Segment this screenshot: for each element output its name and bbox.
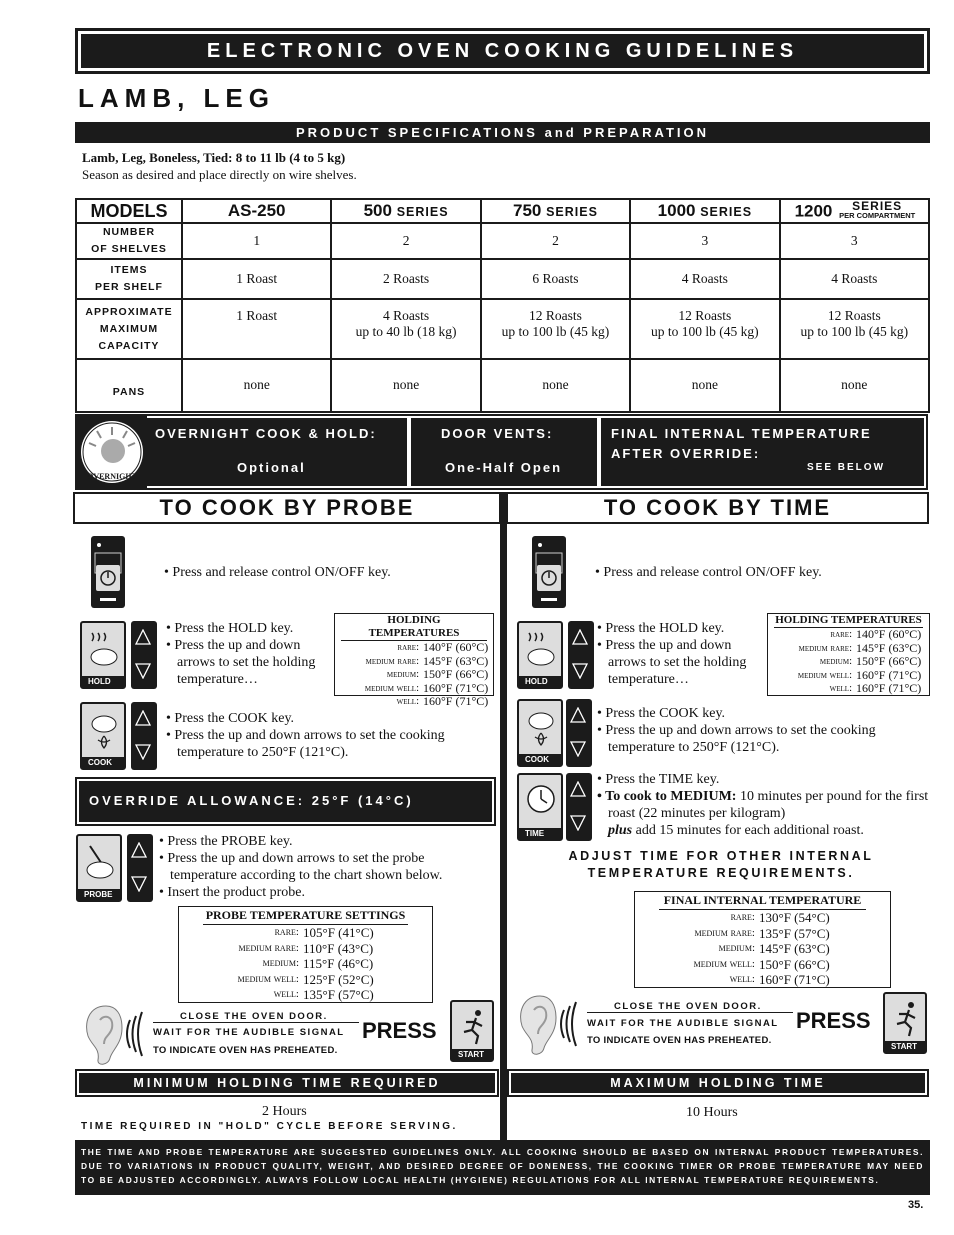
table-row: medium rare: 145°F (63°C)	[798, 640, 922, 655]
hold-key[interactable]	[80, 621, 126, 689]
table-row: medium well: 160°F (71°C)	[797, 667, 922, 682]
time-step-hold: • Press the HOLD key. • Press the up and down arrows to set the holding temperature…	[597, 621, 747, 687]
adjust-time-note: ADJUST TIME FOR OTHER INTERNAL TEMPERATURE REQUIREMENTS.	[568, 849, 874, 880]
time-step-onoff: • Press and release control ON/OFF key.	[595, 565, 822, 580]
table-row: rare: 105°F (41°C)	[274, 925, 374, 940]
final-temp-label: FINAL INTERNAL TEMPERATURE	[611, 426, 872, 441]
preheated-text: TO INDICATE OVEN HAS PREHEATED.	[587, 1035, 772, 1046]
probe-food-icon	[84, 842, 116, 882]
close-door-text: CLOSE THE OVEN DOOR.	[614, 1001, 762, 1012]
holding-temp-title: HOLDING TEMPERATURES	[775, 614, 922, 626]
probe-step-cook: • Press the COOK key. • Press the up and down arrows to set the cooking temperature to 250°F (121°C).	[166, 711, 445, 760]
holding-temp-table	[767, 613, 930, 696]
table-row: ITEMS PER SHELF 1 Roast 2 Roasts 6 Roasts 4 Roasts 4 Roasts	[76, 259, 929, 299]
probe-temp-table	[178, 906, 433, 1003]
close-door-text: CLOSE THE OVEN DOOR.	[180, 1011, 328, 1022]
press-label: PRESS	[796, 1008, 871, 1033]
table-row: PANS none none none none none	[76, 359, 929, 412]
ear-icon	[78, 1000, 148, 1068]
table-cell: 1 Roast	[182, 299, 331, 359]
down-arrow-icon[interactable]	[572, 663, 588, 679]
running-person-icon	[893, 1000, 921, 1038]
max-hold-value: 10 Hours	[686, 1105, 738, 1120]
up-arrow-icon[interactable]	[570, 707, 586, 723]
probe-key[interactable]	[76, 834, 122, 902]
start-key[interactable]	[883, 992, 927, 1054]
table-cell: 4 Roasts	[780, 259, 929, 299]
table-row: medium rare: 135°F (57°C)	[694, 925, 830, 941]
table-cell: 1	[182, 223, 331, 259]
table-row: medium: 145°F (63°C)	[718, 941, 830, 956]
max-hold-label: MAXIMUM HOLDING TIME	[511, 1073, 925, 1093]
models-header-row	[76, 199, 929, 223]
table-cell: 1 Roast	[182, 259, 331, 299]
table-cell: 3	[780, 223, 929, 259]
time-required-text: TIME REQUIRED IN "HOLD" CYCLE BEFORE SERVING.	[81, 1121, 458, 1132]
time-key-label: TIME	[519, 828, 561, 839]
product-note: Season as desired and place directly on wire shelves.	[82, 167, 357, 182]
table-cell: 2	[331, 223, 480, 259]
ear-icon	[512, 990, 582, 1058]
preheated-text: TO INDICATE OVEN HAS PREHEATED.	[153, 1045, 338, 1056]
probe-step-probe: • Press the PROBE key. • Press the up and down arrows to set the probe temperature according to the chart shown below. • Insert the product probe.	[159, 834, 443, 900]
probe-section-header: TO COOK BY PROBE	[73, 492, 501, 524]
holding-temp-table	[334, 613, 494, 708]
hold-key[interactable]	[517, 621, 563, 689]
table-row: APPROXIMATE MAXIMUM CAPACITY 1 Roast 4 Roasts up to 40 lb (18 kg) 12 Roasts up to 100 lb (45 kg) 12 Roasts up to 100 lb (45 kg) 12 Roasts up to 100 lb (45 kg)	[76, 299, 929, 359]
cook-hold-box	[147, 416, 409, 488]
overnight-logo-text: OVERNIGHT	[87, 472, 137, 481]
up-arrow-icon[interactable]	[135, 629, 151, 645]
up-arrow-icon[interactable]	[135, 710, 151, 726]
table-row: medium: 150°F (66°C)	[819, 654, 922, 668]
models-header-label: MODELS	[76, 199, 182, 223]
table-row: well: 160°F (71°C)	[729, 972, 830, 987]
min-hold-label: MINIMUM HOLDING TIME REQUIRED	[79, 1073, 495, 1093]
table-cell: none	[182, 359, 331, 412]
down-arrow-icon[interactable]	[570, 741, 586, 757]
min-hold-value: 2 Hours	[262, 1104, 307, 1119]
time-section-header: TO COOK BY TIME	[506, 492, 929, 524]
document-title: ELECTRONIC OVEN COOKING GUIDELINES	[81, 34, 924, 68]
table-row: well: 135°F (57°C)	[273, 987, 374, 1002]
max-hold-bar	[507, 1069, 929, 1097]
control-panel-icon	[90, 535, 126, 609]
probe-step-hold: • Press the HOLD key. • Press the up and down arrows to set the holding temperature…	[166, 621, 316, 687]
table-cell: 2 Roasts	[331, 259, 480, 299]
table-cell: 12 Roasts up to 100 lb (45 kg)	[630, 299, 779, 359]
cook-key[interactable]	[517, 699, 563, 767]
disclaimer: THE TIME AND PROBE TEMPERATURE ARE SUGGESTED GUIDELINES ONLY. ALL COOKING SHOULD BE BASED ON INTERNAL PRODUCT TEMPERATURES. DUE TO VARIATIONS IN PRODUCT QUALITY, WEIGHT, AND DESIRED DEGREE OF DONENESS, THE COOKING TIMER OR PROBE TEMPERATURE MAY NEED TO BE ADJUSTED ACCORDINGLY. ALWAYS FOLLOW LOCAL HEALTH (HYGIENE) REGULATIONS FOR ALL INTERNAL TEMPERATURE REQUIREMENTS.	[75, 1140, 930, 1195]
table-row: NUMBER OF SHELVES 1 2 2 3 3	[76, 223, 929, 259]
cook-hold-value: Optional	[237, 460, 306, 475]
table-row: medium rare: 145°F (63°C)	[365, 653, 489, 668]
table-cell: none	[481, 359, 630, 412]
hold-food-icon	[525, 629, 557, 669]
arrow-keys	[131, 702, 157, 770]
down-arrow-icon[interactable]	[135, 663, 151, 679]
final-temp-title: FINAL INTERNAL TEMPERATURE	[659, 892, 866, 910]
overnight-logo-icon	[79, 419, 145, 485]
down-arrow-icon[interactable]	[131, 876, 147, 892]
wait-signal-text: WAIT FOR THE AUDIBLE SIGNAL	[153, 1027, 345, 1038]
table-row: rare: 140°F (60°C)	[830, 627, 922, 641]
cook-key-label: COOK	[82, 757, 124, 768]
cook-food-icon	[525, 707, 557, 747]
column-divider	[500, 492, 507, 1140]
clock-icon	[525, 781, 557, 821]
table-cell: none	[331, 359, 480, 412]
divider	[153, 1022, 359, 1023]
time-key[interactable]	[517, 773, 563, 841]
start-key[interactable]	[450, 1000, 494, 1062]
arrow-keys	[566, 773, 592, 841]
final-temp-box	[599, 416, 926, 488]
start-key-label: START	[885, 1041, 925, 1052]
hold-food-icon	[88, 629, 120, 669]
probe-step-onoff: • Press and release control ON/OFF key.	[164, 565, 391, 580]
table-row: medium well: 125°F (52°C)	[237, 971, 374, 987]
table-row: medium rare: 110°F (43°C)	[238, 940, 374, 956]
model-header: 500 SERIES	[331, 199, 480, 223]
model-header: 1200 SERIES PER COMPARTMENT	[780, 199, 929, 223]
door-vents-label: DOOR VENTS:	[441, 426, 554, 441]
running-person-icon	[460, 1008, 488, 1046]
final-temp-table	[634, 891, 891, 988]
model-header: 1000 SERIES	[630, 199, 779, 223]
table-row: rare: 140°F (60°C)	[397, 640, 489, 654]
probe-temp-title: PROBE TEMPERATURE SETTINGS	[203, 907, 408, 925]
up-arrow-icon[interactable]	[570, 781, 586, 797]
override-box	[75, 777, 496, 826]
hold-key-label: HOLD	[519, 676, 561, 687]
table-cell: 3	[630, 223, 779, 259]
time-step-cook: • Press the COOK key. • Press the up and down arrows to set the cooking temperature to 250°F (121°C).	[597, 706, 876, 755]
arrow-keys	[127, 834, 153, 902]
table-cell: 6 Roasts	[481, 259, 630, 299]
table-row: medium: 115°F (46°C)	[262, 956, 374, 971]
model-header: AS-250	[182, 199, 331, 223]
arrow-keys	[131, 621, 157, 689]
cook-hold-label: OVERNIGHT COOK & HOLD:	[155, 426, 377, 441]
cook-food-icon	[88, 710, 120, 750]
start-key-label: START	[452, 1049, 492, 1060]
spec-bar: PRODUCT SPECIFICATIONS and PREPARATION	[75, 122, 930, 143]
down-arrow-icon[interactable]	[570, 815, 586, 831]
divider	[587, 1012, 793, 1013]
final-temp-label: AFTER OVERRIDE:	[611, 446, 761, 461]
hold-key-label: HOLD	[82, 676, 124, 687]
title-bar	[75, 28, 930, 74]
model-header: 750 SERIES	[481, 199, 630, 223]
time-step-time: • Press the TIME key. • To cook to MEDIUM: 10 minutes per pound for the first roast (22 minutes per kilogram) plus add 15 minutes for each additional roast.	[597, 772, 929, 838]
overnight-bar	[75, 414, 928, 490]
arrow-keys	[568, 621, 594, 689]
product-line: Lamb, Leg, Boneless, Tied: 8 to 11 lb (4 to 5 kg)	[82, 150, 346, 165]
override-allowance: OVERRIDE ALLOWANCE: 25°F (14°C)	[79, 781, 492, 822]
table-row: medium well: 160°F (71°C)	[364, 680, 489, 695]
table-cell: none	[780, 359, 929, 412]
final-temp-value: SEE BELOW	[807, 462, 886, 473]
page-number: 35.	[908, 1199, 924, 1211]
min-hold-bar	[75, 1069, 499, 1097]
table-cell: none	[630, 359, 779, 412]
holding-temp-title: HOLDING TEMPERATURES	[341, 614, 487, 641]
table-row: rare: 130°F (54°C)	[730, 910, 830, 925]
wait-signal-text: WAIT FOR THE AUDIBLE SIGNAL	[587, 1018, 779, 1029]
door-vents-box	[409, 416, 599, 488]
control-panel-icon	[531, 535, 567, 609]
cook-key[interactable]	[80, 702, 126, 770]
table-cell: 12 Roasts up to 100 lb (45 kg)	[481, 299, 630, 359]
table-cell: 4 Roasts	[630, 259, 779, 299]
door-vents-value: One-Half Open	[445, 460, 563, 475]
table-row: medium: 150°F (66°C)	[386, 667, 489, 681]
arrow-keys	[566, 699, 592, 767]
up-arrow-icon[interactable]	[131, 842, 147, 858]
page-heading: LAMB, LEG	[78, 83, 275, 113]
table-cell: 12 Roasts up to 100 lb (45 kg)	[780, 299, 929, 359]
cook-key-label: COOK	[519, 754, 561, 765]
press-label: PRESS	[362, 1018, 437, 1043]
probe-key-label: PROBE	[78, 889, 120, 900]
table-row: well: 160°F (71°C)	[396, 694, 489, 708]
down-arrow-icon[interactable]	[135, 744, 151, 760]
table-row: well: 160°F (71°C)	[829, 681, 922, 695]
table-row: medium well: 150°F (66°C)	[693, 956, 830, 972]
up-arrow-icon[interactable]	[572, 629, 588, 645]
table-cell: 2	[481, 223, 630, 259]
models-table	[75, 198, 930, 413]
table-cell: 4 Roasts up to 40 lb (18 kg)	[331, 299, 480, 359]
